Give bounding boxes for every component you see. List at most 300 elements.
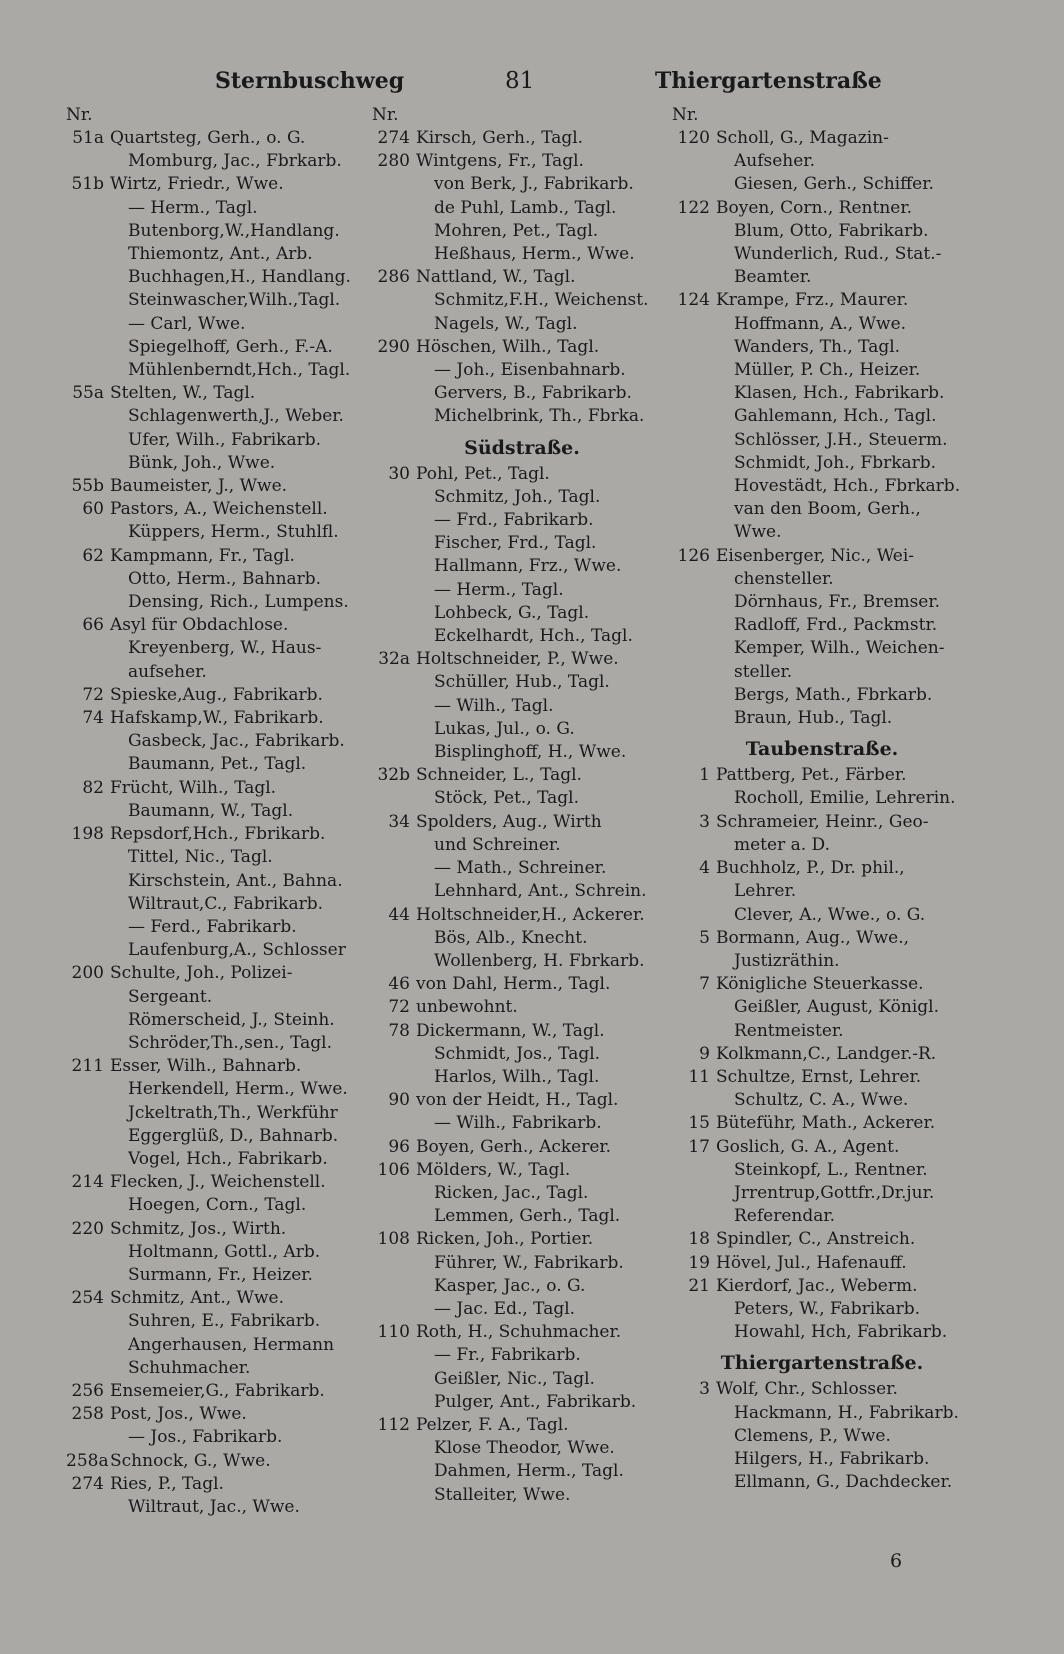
resident-entry: [372, 173, 672, 196]
resident-text: Angerhausen, Hermann: [128, 1334, 335, 1355]
resident-text: Ricken, Jac., Tagl.: [434, 1182, 589, 1203]
resident-entry: [672, 1089, 972, 1112]
resident-text: von der Heidt, H., Tagl.: [416, 1090, 619, 1111]
resident-text: Bergs, Math., Fbrkarb.: [734, 684, 933, 705]
house-number: [672, 173, 716, 196]
house-number: [372, 173, 416, 196]
resident-text: Justizräthin.: [734, 950, 840, 971]
resident-entry: [372, 579, 672, 602]
resident-entry: [372, 671, 672, 694]
resident-text: Kreyenberg, W., Haus-: [128, 638, 322, 659]
resident-text: Post, Jos., Wwe.: [110, 1404, 247, 1425]
resident-text: Radloff, Frd., Packmstr.: [734, 615, 938, 636]
resident-entry: [66, 1357, 366, 1380]
resident-entry: [372, 220, 672, 243]
resident-text: — Frd., Fabrikarb.: [434, 510, 594, 531]
resident-entry: [672, 637, 972, 660]
resident-entry: [372, 1298, 672, 1321]
house-number: [66, 1426, 110, 1449]
resident-entry: [672, 684, 972, 707]
resident-entry: [372, 834, 672, 857]
resident-entry: [66, 1310, 366, 1333]
resident-entry: [672, 1402, 972, 1425]
resident-text: Ufer, Wilh., Fabrikarb.: [128, 429, 322, 450]
resident-entry: [372, 382, 672, 405]
house-number: [372, 1368, 416, 1391]
house-entry: [372, 1321, 672, 1344]
resident-entry: [66, 521, 366, 544]
resident-entry: [672, 382, 972, 405]
resident-entry: [672, 787, 972, 810]
resident-text: Hackmann, H., Fabrikarb.: [734, 1402, 959, 1423]
resident-text: Pulger, Ant., Fabrikarb.: [434, 1391, 637, 1412]
house-entry: [372, 904, 672, 927]
resident-text: Schmitz, Joh., Tagl.: [434, 486, 601, 507]
house-number: 66: [82, 615, 104, 636]
resident-entry: [672, 521, 972, 544]
resident-text: Stelten, W., Tagl.: [110, 383, 256, 404]
house-entry: [372, 150, 672, 173]
house-number: 5: [699, 927, 710, 948]
resident-entry: [672, 266, 972, 289]
resident-text: Pattberg, Pet., Färber.: [716, 765, 907, 786]
resident-text: Ricken, Joh., Portier.: [416, 1229, 594, 1250]
house-number: 126: [677, 545, 710, 566]
resident-entry: [672, 834, 972, 857]
resident-text: Kirschstein, Ant., Bahna.: [128, 870, 343, 891]
house-number: 120: [677, 128, 710, 148]
resident-entry: [672, 429, 972, 452]
resident-text: Jrrentrup,Gottfr.,Dr.jur.: [734, 1182, 935, 1203]
resident-entry: [672, 1182, 972, 1205]
resident-entry: [66, 1102, 366, 1125]
resident-text: Hilgers, H., Fabrikarb.: [734, 1448, 930, 1469]
resident-text: Buchholz, P., Dr. phil.,: [716, 858, 905, 879]
house-number: 274: [71, 1473, 104, 1494]
street-heading: Thiergartenstraße.: [720, 1352, 924, 1375]
house-number: [372, 1066, 416, 1089]
house-number: 286: [377, 267, 410, 288]
resident-text: Hafskamp,W., Fabrikarb.: [110, 708, 324, 729]
house-entry: [372, 266, 672, 289]
resident-text: Aufseher.: [734, 151, 815, 172]
resident-text: Asyl für Obdachlose.: [110, 615, 289, 636]
house-number: [66, 1334, 110, 1357]
resident-text: Flecken, J., Weichenstell.: [110, 1172, 326, 1193]
house-entry: [372, 127, 672, 150]
house-number: 122: [677, 197, 710, 218]
resident-text: — Math., Schreiner.: [434, 858, 607, 879]
resident-text: Clemens, P., Wwe.: [734, 1425, 891, 1446]
resident-text: Schneider, L., Tagl.: [416, 765, 582, 786]
resident-text: Thiemontz, Ant., Arb.: [128, 244, 313, 265]
house-number: 220: [71, 1218, 104, 1239]
house-number: [372, 555, 416, 578]
resident-entry: [372, 880, 672, 903]
house-number: [672, 359, 716, 382]
house-number: [672, 568, 716, 591]
resident-text: Pohl, Pet., Tagl.: [416, 463, 550, 484]
house-number: [672, 707, 716, 730]
house-number: [66, 1032, 110, 1055]
house-number: [672, 243, 716, 266]
house-number: 21: [688, 1275, 710, 1296]
resident-entry: [672, 1298, 972, 1321]
resident-entry: [372, 197, 672, 220]
resident-text: Ensemeier,G., Fabrikarb.: [110, 1380, 325, 1401]
resident-text: Lukas, Jul., o. G.: [434, 718, 575, 739]
house-number: [66, 870, 110, 893]
resident-entry: [672, 1425, 972, 1448]
house-entry: [672, 127, 972, 150]
house-number: [372, 486, 416, 509]
house-number: 258a: [66, 1450, 109, 1471]
resident-entry: [672, 568, 972, 591]
house-number: [672, 1448, 716, 1471]
resident-text: Esser, Wilh., Bahnarb.: [110, 1056, 302, 1077]
house-number: [672, 1471, 716, 1494]
resident-entry: [66, 870, 366, 893]
resident-text: Hallmann, Frz., Wwe.: [434, 556, 622, 577]
house-number: [372, 1252, 416, 1275]
resident-text: Schulte, Joh., Polizei-: [110, 963, 293, 984]
column-3: [672, 104, 972, 1494]
resident-entry: [672, 707, 972, 730]
resident-text: unbewohnt.: [416, 997, 518, 1018]
resident-entry: [672, 1321, 972, 1344]
house-number: [372, 1437, 416, 1460]
resident-text: Dickermann, W., Tagl.: [416, 1020, 605, 1041]
resident-entry: [672, 661, 972, 684]
house-number: [672, 429, 716, 452]
house-number: [66, 1009, 110, 1032]
resident-entry: [672, 904, 972, 927]
header-left-street: Sternbuschweg: [215, 68, 405, 94]
resident-text: Referendar.: [734, 1206, 836, 1227]
resident-text: — Joh., Eisenbahnarb.: [434, 360, 626, 381]
house-number: [672, 220, 716, 243]
resident-entry: [372, 555, 672, 578]
resident-text: Führer, W., Fabrikarb.: [434, 1252, 624, 1273]
resident-text: Steinkopf, L., Rentner.: [734, 1159, 928, 1180]
house-entry: [372, 1089, 672, 1112]
house-number: 3: [699, 811, 710, 832]
resident-text: Kemper, Wilh., Weichen-: [734, 638, 945, 659]
resident-text: Rentmeister.: [734, 1020, 844, 1041]
resident-entry: [66, 846, 366, 869]
house-number: [66, 1357, 110, 1380]
resident-entry: [66, 916, 366, 939]
resident-text: Dörnhaus, Fr., Bremser.: [734, 592, 941, 613]
house-number: [66, 1496, 110, 1519]
resident-text: Kierdorf, Jac., Weberm.: [716, 1275, 918, 1296]
house-number: [672, 614, 716, 637]
house-number: 72: [388, 997, 410, 1018]
resident-text: — Carl, Wwe.: [128, 313, 246, 334]
resident-entry: [372, 927, 672, 950]
resident-entry: [372, 1112, 672, 1135]
resident-entry: [672, 150, 972, 173]
house-entry: [672, 289, 972, 312]
resident-text: Repsdorf,Hch., Fbrikarb.: [110, 824, 326, 845]
house-number: [372, 787, 416, 810]
resident-entry: [372, 486, 672, 509]
house-number: [672, 684, 716, 707]
resident-text: Blum, Otto, Fabrikarb.: [734, 220, 929, 241]
house-entry: [672, 811, 972, 834]
house-number: [372, 741, 416, 764]
house-number: [372, 289, 416, 312]
resident-entry: [66, 452, 366, 475]
resident-text: Hövel, Jul., Hafenauff.: [716, 1252, 907, 1273]
house-entry: [672, 927, 972, 950]
resident-entry: [372, 741, 672, 764]
resident-entry: [672, 452, 972, 475]
resident-text: Kolkmann,C., Landger.-R.: [716, 1043, 937, 1064]
resident-entry: [66, 1264, 366, 1287]
resident-entry: [66, 1334, 366, 1357]
resident-text: Butenborg,W.,Handlang.: [128, 220, 340, 241]
resident-entry: [66, 730, 366, 753]
house-number: [372, 1275, 416, 1298]
resident-text: Nagels, W., Tagl.: [434, 313, 578, 334]
resident-text: Densing, Rich., Lumpens.: [128, 592, 349, 613]
resident-text: Kasper, Jac., o. G.: [434, 1275, 586, 1296]
resident-entry: [372, 243, 672, 266]
house-number: [66, 1148, 110, 1171]
house-number: 19: [688, 1252, 710, 1273]
resident-entry: [66, 1125, 366, 1148]
resident-entry: [672, 1471, 972, 1494]
resident-text: Eckelhardt, Hch., Tagl.: [434, 626, 633, 647]
resident-text: Peters, W., Fabrikarb.: [734, 1298, 921, 1319]
house-number: 90: [388, 1090, 410, 1111]
house-entry: [66, 1055, 366, 1078]
house-number: [66, 800, 110, 823]
resident-text: Schultze, Ernst, Lehrer.: [716, 1066, 922, 1087]
house-number: [672, 521, 716, 544]
house-number: [66, 637, 110, 660]
house-entry: [672, 973, 972, 996]
resident-text: Michelbrink, Th., Fbrka.: [434, 406, 645, 427]
resident-text: Hoegen, Corn., Tagl.: [128, 1195, 307, 1216]
house-number: [372, 671, 416, 694]
resident-text: Giesen, Gerh., Schiffer.: [734, 174, 934, 195]
resident-entry: [372, 625, 672, 648]
resident-text: Fischer, Frd., Tagl.: [434, 533, 597, 554]
resident-text: Wiltraut,C., Fabrikarb.: [128, 893, 324, 914]
house-number: [372, 220, 416, 243]
resident-text: Clever, A., Wwe., o. G.: [734, 904, 926, 925]
resident-entry: [672, 475, 972, 498]
resident-text: Wanders, Th., Tagl.: [734, 336, 901, 357]
resident-entry: [372, 718, 672, 741]
resident-entry: [372, 857, 672, 880]
resident-text: Spieske,Aug., Fabrikarb.: [110, 684, 323, 705]
resident-entry: [66, 1241, 366, 1264]
house-number: [372, 1344, 416, 1367]
resident-entry: [672, 614, 972, 637]
resident-text: Holtschneider,H., Ackerer.: [416, 904, 645, 925]
resident-text: aufseher.: [128, 661, 207, 682]
house-entry: [66, 127, 366, 150]
resident-text: Howahl, Hch, Fabrikarb.: [734, 1322, 948, 1343]
resident-text: Bormann, Aug., Wwe.,: [716, 927, 910, 948]
resident-entry: [66, 661, 366, 684]
house-number: [66, 1125, 110, 1148]
house-number: [672, 787, 716, 810]
resident-text: Bös, Alb., Knecht.: [434, 927, 588, 948]
resident-entry: [672, 1448, 972, 1471]
house-number: [66, 753, 110, 776]
resident-entry: [66, 405, 366, 428]
resident-entry: [672, 996, 972, 1019]
house-number: [372, 1298, 416, 1321]
resident-text: Schrameier, Heinr., Geo-: [716, 811, 929, 832]
resident-text: Lehrer.: [734, 881, 797, 902]
house-number: 32a: [378, 649, 410, 670]
resident-text: Müller, P. Ch., Heizer.: [734, 360, 921, 381]
house-number: [672, 313, 716, 336]
house-number: [372, 625, 416, 648]
resident-entry: [372, 950, 672, 973]
column-1: [66, 104, 366, 1519]
resident-text: Gasbeck, Jac., Fabrikarb.: [128, 731, 345, 752]
resident-text: Wollenberg, H. Fbrkarb.: [434, 950, 645, 971]
house-number: 4: [699, 858, 710, 879]
resident-text: Hoffmann, A., Wwe.: [734, 313, 907, 334]
resident-entry: [372, 1252, 672, 1275]
resident-entry: [66, 893, 366, 916]
house-entry: [66, 545, 366, 568]
house-number: [372, 579, 416, 602]
resident-text: Eggerglüß, D., Bahnarb.: [128, 1125, 339, 1146]
house-number: 112: [377, 1414, 410, 1435]
house-entry: [372, 996, 672, 1019]
resident-entry: [372, 313, 672, 336]
resident-text: Stöck, Pet., Tagl.: [434, 788, 579, 809]
house-number: 51a: [72, 128, 104, 148]
house-number: 82: [82, 777, 104, 798]
house-number: [672, 1205, 716, 1228]
resident-entry: [66, 197, 366, 220]
resident-entry: [672, 1205, 972, 1228]
resident-entry: [372, 509, 672, 532]
resident-text: Schnock, G., Wwe.: [110, 1450, 271, 1471]
house-entry: [672, 1275, 972, 1298]
house-entry: [672, 1252, 972, 1275]
house-entry: [672, 1136, 972, 1159]
house-number: [66, 730, 110, 753]
house-number: [66, 266, 110, 289]
resident-text: — Herm., Tagl.: [128, 197, 258, 218]
resident-text: Vogel, Hch., Fabrikarb.: [128, 1148, 328, 1169]
resident-text: Krampe, Frz., Maurer.: [716, 290, 909, 311]
resident-text: Spindler, C., Anstreich.: [716, 1229, 916, 1250]
resident-text: Römerscheid, J., Steinh.: [128, 1009, 335, 1030]
resident-entry: [372, 1275, 672, 1298]
resident-entry: [66, 753, 366, 776]
house-number: [66, 313, 110, 336]
resident-text: Ellmann, G., Dachdecker.: [734, 1472, 953, 1493]
house-number: [66, 986, 110, 1009]
resident-text: Gahlemann, Hch., Tagl.: [734, 406, 937, 427]
house-number: [672, 1425, 716, 1448]
resident-text: — Wilh., Tagl.: [434, 695, 554, 716]
house-entry: [672, 857, 972, 880]
resident-text: Tittel, Nic., Tagl.: [128, 847, 273, 868]
house-entry: [66, 684, 366, 707]
house-number: [372, 857, 416, 880]
house-number: [66, 661, 110, 684]
house-number: 290: [377, 336, 410, 357]
resident-entry: [66, 1426, 366, 1449]
resident-text: — Fr., Fabrikarb.: [434, 1345, 581, 1366]
house-number: 55a: [72, 383, 104, 404]
house-number: [372, 1460, 416, 1483]
resident-entry: [372, 1391, 672, 1414]
house-entry: [672, 545, 972, 568]
resident-text: Dahmen, Herm., Tagl.: [434, 1461, 624, 1482]
house-entry: [672, 1228, 972, 1251]
resident-entry: [66, 986, 366, 1009]
resident-text: von Dahl, Herm., Tagl.: [416, 974, 611, 995]
house-entry: [372, 1136, 672, 1159]
resident-entry: [672, 880, 972, 903]
house-number: [672, 1089, 716, 1112]
resident-text: Wolf, Chr., Schlosser.: [716, 1379, 898, 1400]
signature-number: 6: [890, 1550, 903, 1572]
resident-entry: [672, 313, 972, 336]
resident-text: Schmidt, Joh., Fbrkarb.: [734, 452, 937, 473]
house-entry: [672, 1066, 972, 1089]
resident-entry: [372, 1344, 672, 1367]
resident-entry: [372, 1437, 672, 1460]
house-number: [66, 220, 110, 243]
resident-text: Hovestädt, Hch., Fbrkarb.: [734, 476, 961, 497]
house-entry: [66, 1218, 366, 1241]
resident-text: Baumeister, J., Wwe.: [110, 476, 288, 497]
house-number: [66, 1102, 110, 1125]
house-entry: [672, 1378, 972, 1401]
resident-text: Bisplinghoff, H., Wwe.: [434, 742, 627, 763]
house-number: 32b: [377, 765, 410, 786]
resident-text: Buchhagen,H., Handlang.: [128, 267, 351, 288]
house-entry: [66, 1450, 366, 1473]
house-entry: [672, 1043, 972, 1066]
resident-text: von Berk, J., Fabrikarb.: [434, 174, 634, 195]
resident-text: Kampmann, Fr., Tagl.: [110, 545, 295, 566]
house-number: 55b: [71, 476, 104, 497]
resident-text: Jckeltrath,Th., Werkführ: [128, 1102, 338, 1123]
house-number: 214: [71, 1172, 104, 1193]
resident-text: Schlösser, J.H., Steuerm.: [734, 429, 948, 450]
house-number: [372, 718, 416, 741]
resident-entry: [66, 220, 366, 243]
resident-text: Königliche Steuerkasse.: [716, 974, 924, 995]
resident-text: de Puhl, Lamb., Tagl.: [434, 197, 617, 218]
resident-entry: [672, 220, 972, 243]
house-number: 18: [688, 1229, 710, 1250]
house-entry: [372, 764, 672, 787]
resident-entry: [66, 591, 366, 614]
house-number: 200: [71, 963, 104, 984]
house-number: [66, 916, 110, 939]
resident-text: Wiltraut, Jac., Wwe.: [128, 1496, 300, 1517]
resident-text: Mölders, W., Tagl.: [416, 1159, 571, 1180]
house-number: [672, 904, 716, 927]
resident-entry: [372, 1182, 672, 1205]
